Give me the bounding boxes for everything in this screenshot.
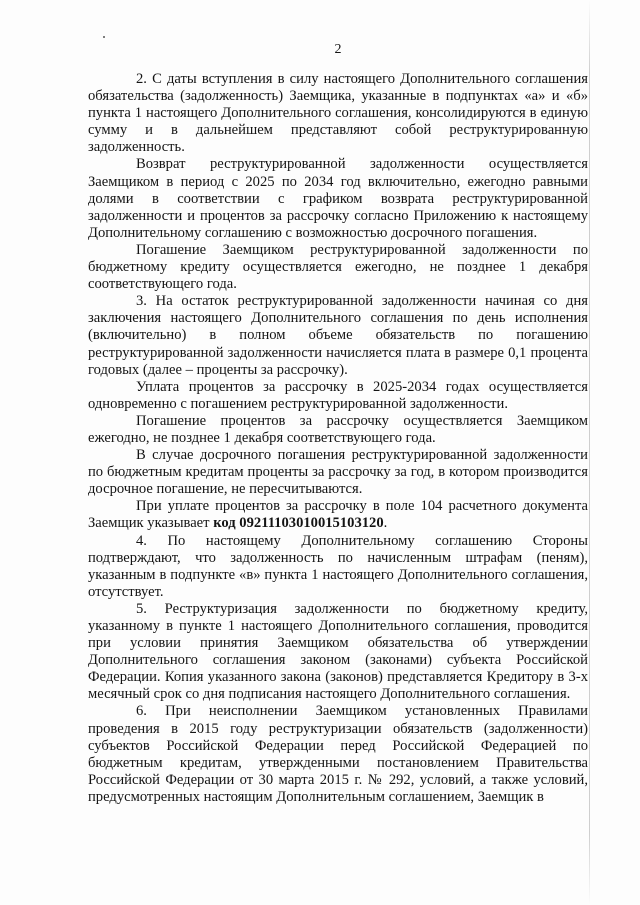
interest-payment-paragraph: Уплата процентов за рассрочку в 2025-2034 годах осуществляется одновременно с погашением реструктурированной задолженности.	[88, 378, 588, 412]
clause-6-paragraph: 6. При неисполнении Заемщиком установленных Правилами проведения в 2015 году реструктуризации обязательств (задолженности) субъектов Российской Федерации перед Российской Федерацией по бюджетным кредитам, утвержденными постановлением Правительства Российской Федерации от 30 марта 2015 г. № 292, условий, а также условий, предусмотренных настоящим Дополнительным соглашением, Заемщик в	[88, 703, 588, 805]
clause-4-paragraph: 4. По настоящему Дополнительному соглашению Стороны подтверждают, что задолженность по начисленным штрафам (пеням), указанным в подпункте «в» пункта 1 настоящего Дополнительного соглашения, отсутствует.	[88, 532, 588, 600]
payment-code-text: При уплате процентов за рассрочку в поле 104 расчетного документа Заемщик указывает	[88, 498, 588, 532]
repayment-schedule-paragraph: Возврат реструктурированной задолженности осуществляется Заемщиком в период с 2025 по 2034 год включительно, ежегодно равными долями в соответствии с графиком возврата реструктурированной задолженности и процентов за рассрочку согласно Приложению к настоящему Дополнительному соглашению с возможностью досрочного погашения.	[88, 156, 588, 241]
payment-code-paragraph	[88, 498, 588, 532]
clause-5-paragraph: 5. Реструктуризация задолженности по бюджетному кредиту, указанному в пункте 1 настоящего Дополнительного соглашения, проводится при условии принятия Заемщиком обязательства об утверждении Дополнительного соглашения законом (законами) субъекта Российской Федерации. Копия указанного закона (законов) представляется Кредитору в 3-х месячный срок со дня подписания настоящего Дополнительного соглашения.	[88, 600, 588, 703]
interest-deadline-paragraph: Погашение процентов за рассрочку осуществляется Заемщиком ежегодно, не позднее 1 декабря соответствующего года.	[88, 412, 588, 446]
page-number: 2	[334, 42, 342, 57]
document-body	[88, 71, 588, 806]
clause-3-paragraph: 3. На остаток реструктурированной задолженности начиная со дня заключения настоящего Дополнительного соглашения по день исполнения (включительно) в полном объеме обязательств по погашению реструктурированной задолженности начисляется плата в размере 0,1 процента годовых (далее – проценты за рассрочку).	[88, 293, 588, 378]
payment-code-end: .	[383, 515, 388, 532]
clause-2-paragraph: 2. С даты вступления в силу настоящего Дополнительного соглашения обязательства (задолженность) Заемщика, указанные в подпунктах «а» и «б» пункта 1 настоящего Дополнительного соглашения, консолидируются в единую сумму и в дальнейшем представляют собой реструктурированную задолженность.	[88, 71, 588, 156]
scan-edge-line	[589, 0, 590, 905]
repayment-deadline-paragraph: Погашение Заемщиком реструктурированной задолженности по бюджетному кредиту осуществляется ежегодно, не позднее 1 декабря соответствующего года.	[88, 241, 588, 293]
scan-speck	[103, 36, 105, 38]
payment-code: код 09211103010015103120	[213, 515, 384, 532]
early-repayment-paragraph: В случае досрочного погашения реструктурированной задолженности по бюджетным кредитам проценты за рассрочку за год, в котором производится досрочное погашение, не пересчитываются.	[88, 447, 588, 498]
